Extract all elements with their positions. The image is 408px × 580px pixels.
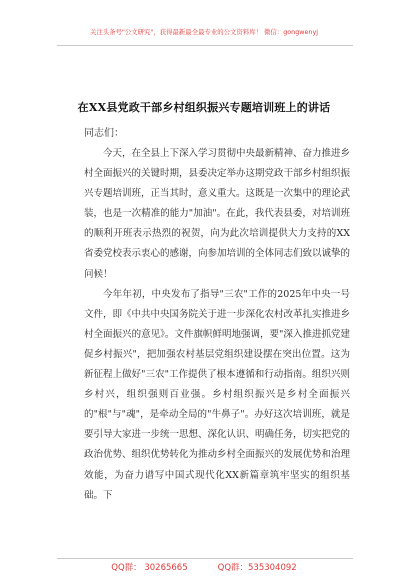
paragraph: 今天，在全县上下深入学习贯彻中央最新精神、奋力推进乡村全面振兴的关键时期，县委决定举办这期党政干部乡村组织振兴专题培训班，正当其时，意义重大。这既是一次集中的理论武装，也是一次精准的能力"加油"。在此，我代表县委，对培训班的顺利开班表示热烈的祝贺，向为此次培训提供大力支持的XX省委党校表示衷心的感谢，向参加培训的全体同志们致以诚挚的问候！ [84,148,351,280]
footer-qq-group-2: QQ群：535304092 [217,563,297,573]
page-header: 关注头条号"公文研究"，获得最新最全最专业的公文资料库！ 微信：gongwenyj [89,28,319,36]
salutation: 同志们： [84,128,124,139]
header-divider [57,45,353,46]
footer-qq-group-1: QQ群： 30265665 [111,563,188,573]
footer-divider [57,558,353,559]
document-body [84,144,350,506]
document-title: 在XX县党政干部乡村组织振兴专题培训班上的讲话 [77,101,331,114]
page-footer [0,561,408,573]
paragraph: 今年年初，中央发布了指导"三农"工作的2025年中央一号文件，即《中共中央国务院关于进一步深化农村改革扎实推进乡村全面振兴的意见》。文件旗帜鲜明地强调，要"深入推进抓党建促乡村振兴"，把加强农村基层党组织建设摆在突出位置。这为新征程上做好"三农"工作提供了根本遵循和行动指南。组织兴则乡村兴，组织强则百业强。乡村组织振兴是乡村全面振兴的"根"与"魂"，是牵动全局的"牛鼻子"。办好这次培训班，就是要引导大家进一步统一思想、深化认识、明确任务，切实把党的政治优势、组织优势转化为推动乡村全面振兴的发展优势和治理效能，为奋力谱写中国式现代化XX新篇章筑牢坚实的组织基础。下 [84,288,351,501]
